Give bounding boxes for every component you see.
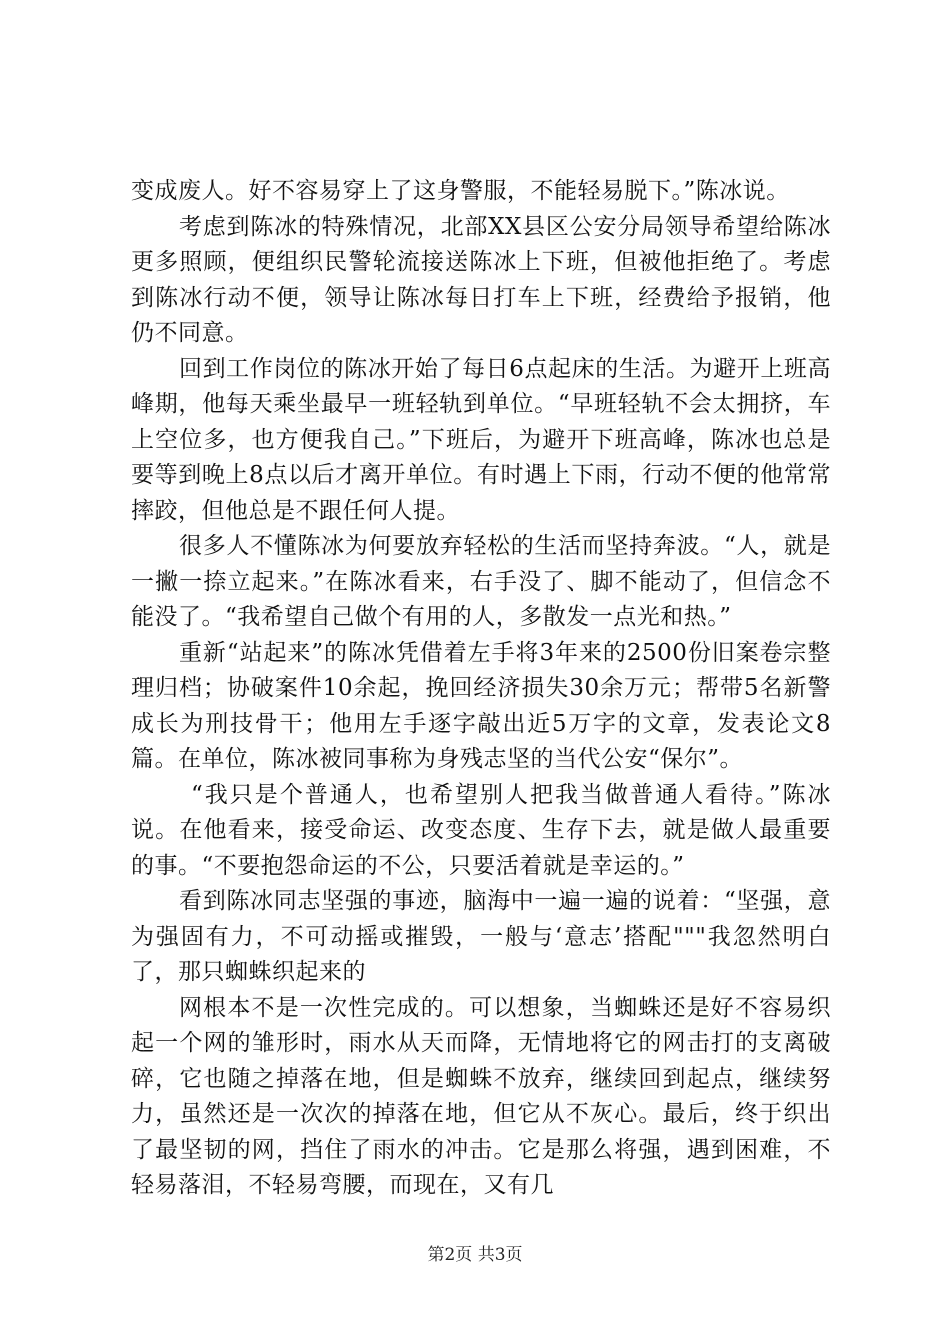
paragraph-7: 看到陈冰同志坚强的事迹，脑海中一遍一遍的说着：“坚强，意为强固有力，不可动摇或摧毁，一般与‘意志’搭配"""我忽然明白了，那只蜘蛛织起来的 <box>131 888 831 985</box>
paragraph-1: 变成废人。好不容易穿上了这身警服，不能轻易脱下。”陈冰说。 <box>131 178 790 204</box>
paragraph-4: 很多人不懂陈冰为何要放弃轻松的生活而坚持奔波。“人，就是一撇一捺立起来。”在陈冰看来，右手没了、脚不能动了，但信念不能没了。“我希望自己做个有用的人，多散发一点光和热。” <box>131 533 831 630</box>
paragraph-5: 重新“站起来”的陈冰凭借着左手将3年来的2500份旧案卷宗整理归档；协破案件10余起，挽回经济损失30余万元；帮带5名新警成长为刑技骨干；他用左手逐字敲出近5万字的文章，发表论文8篇。在单位，陈冰被同事称为身残志坚的当代公安“保尔”。 <box>131 639 831 772</box>
document-body <box>131 174 831 1204</box>
paragraph-2: 考虑到陈冰的特殊情况，北部XX县区公安分局领导希望给陈冰更多照顾，便组织民警轮流接送陈冰上下班，但被他拒绝了。考虑到陈冰行动不便，领导让陈冰每日打车上下班，经费给予报销，他仍不同意。 <box>131 213 831 346</box>
paragraph-6: “我只是个普通人，也希望别人把我当做普通人看待。”陈冰说。在他看来，接受命运、改变态度、生存下去，就是做人最重要的事。“不要抱怨命运的不公，只要活着就是幸运的。” <box>131 781 831 879</box>
paragraph-3: 回到工作岗位的陈冰开始了每日6点起床的生活。为避开上班高峰期，他每天乘坐最早一班轻轨到单位。“早班轻轨不会太拥挤，车上空位多，也方便我自己。”下班后，为避开下班高峰，陈冰也总是要等到晚上8点以后才离开单位。有时遇上下雨，行动不便的他常常摔跤，但他总是不跟任何人提。 <box>131 355 831 524</box>
page-number-footer: 第2页 共3页 <box>427 1245 523 1265</box>
paragraph-8: 网根本不是一次性完成的。可以想象，当蜘蛛还是好不容易织起一个网的雏形时，雨水从天而降，无情地将它的网击打的支离破碎，它也随之掉落在地，但是蜘蛛不放弃，继续回到起点，继续努力，虽然还是一次次的掉落在地，但它从不灰心。最后，终于织出了最坚韧的网，挡住了雨水的冲击。它是那么将强，遇到困难，不轻易落泪，不轻易弯腰，而现在，又有几 <box>131 994 831 1198</box>
